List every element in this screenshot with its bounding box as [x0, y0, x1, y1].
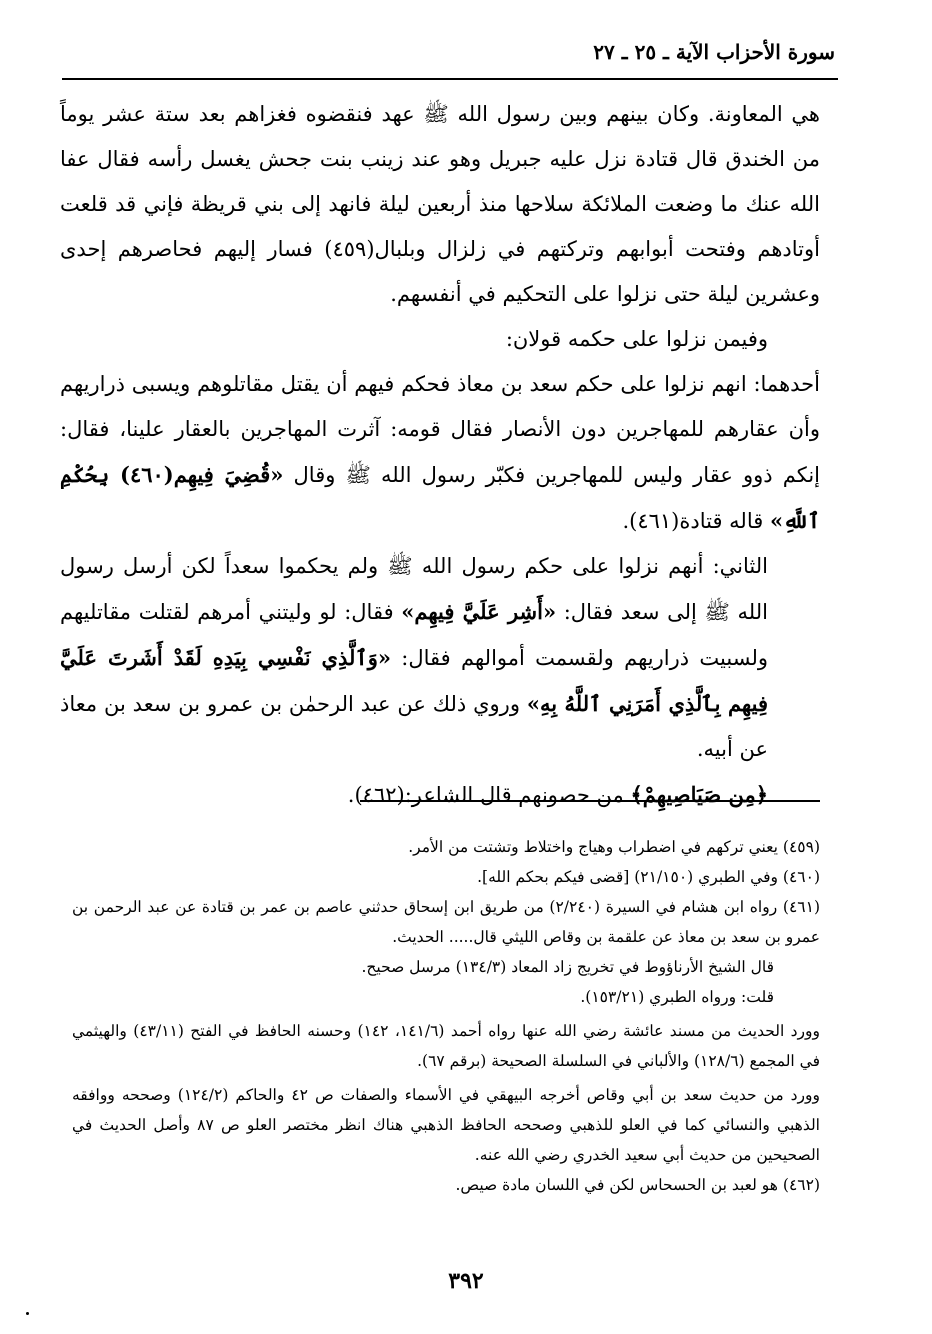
paragraph-text: فقال: لو وليتني أمرهم لقتلت مقاتليهم ولسبيت ذراريهم ولقسمت أموالهم فقال:: [60, 600, 768, 670]
footnote: (٤٦٢) هو لعبد بن الحسحاس لكن في اللسان مادة صيص.: [455, 1176, 820, 1194]
footnote-continuation: وورد الحديث من مسند عائشة رضي الله عنها رواه أحمد (١٤١/٦، ١٤٢) وحسنه الحافظ في الفتح (٤٣/١١) والهيثمي في المجمع (١٢٨/٦) والألباني في السلسلة الصحيحة (برقم ٦٧).: [72, 1022, 820, 1070]
paragraph-second-opinion: [60, 544, 820, 772]
footnote-continuation: قال الشيخ الأرناؤوط في تخريج زاد المعاد (١٣٤/٣) مرسل صحيح.: [361, 958, 774, 976]
paragraph-text: هي المعاونة. وكان بينهم وبين رسول الله ﷺ عهد فنقضوه فغزاهم بعد ستة عشر يوماً من الخندق قال قتادة نزل عليه جبريل وهو عند زينب بنت جحش يغسل رأسه فقال عفا الله عنك ما وضعت الملائكة سلاحها منذ أربعين ليلة فانهد إلى بني قريظة فإني قد قلعت أوتادهم وفتحت أبوابهم وتركتهم في زلزال وبلبال(٤٥٩) فسار إليهم فحاصرهم إحدى وعشرين ليلة حتى نزلوا على التحكيم في أنفسهم.: [60, 102, 820, 306]
header-rule: [62, 78, 838, 80]
footnote: (٤٦١) رواه ابن هشام في السيرة (٢/٢٤٠) من طريق ابن إسحاق حدثني عاصم بن عمر بن قتادة عن عبد الرحمن بن عمرو بن سعد بن معاذ عن علقمة بن وقاص الليثي قال..... الحديث.: [72, 898, 820, 946]
paragraph-verse-explanation: [60, 772, 820, 818]
paragraph-two-opinions: [60, 317, 820, 362]
scan-speck: [26, 1312, 29, 1315]
quoted-hadith: «وَٱلَّذِي نَفْسِي بِيَدِهِ لَقَدْ أَشَرتَ عَلَيَّ فِيهِم بِٱلَّذِي أَمَرَنِي ٱللَّهُ بِهِ»: [60, 645, 768, 716]
quoted-hadith: «أَشِر عَلَيَّ فِيهِم»: [401, 599, 557, 624]
paragraph-intro: [60, 92, 820, 317]
quran-quote: ﴿مِن صَيَاصِيهِمْ﴾: [630, 782, 768, 807]
paragraph-first-opinion: [60, 362, 820, 544]
paragraph-text: أحدهما: انهم نزلوا على حكم سعد بن معاذ فحكم فيهم أن يقتل مقاتلوهم ويسبى ذراريهم وأن عقارهم للمهاجرين دون الأنصار فقال قومه: آثرت المهاجرين بالعقار علينا، فقال: إنكم ذوو عقار وليس للمهاجرين فكبّر رسول الله ﷺ وقال: [60, 372, 821, 487]
paragraph-text: وروي ذلك عن عبد الرحمٰن بن عمرو بن سعد بن معاذ عن أبيه.: [60, 692, 768, 761]
footnote-continuation: وورد من حديث سعد بن أبي وقاص أخرجه البيهقي في الأسماء والصفات ص ٤٢ والحاكم (١٢٤/٢) وصححه ووافقه الذهبي والنسائي كما في العلو للذهبي وصححه الحافظ الذهبي هناك انظر مختصر العلو ص ٨٧ وأصل الحديث في الصحيحين من حديث أبي سعيد الخدري رضي الله عنه.: [72, 1086, 820, 1164]
paragraph-text: الثاني: أنهم نزلوا على حكم رسول الله ﷺ ولم يحكموا سعداً لكن أرسل رسول الله ﷺ إلى سعد فقال:: [60, 554, 768, 624]
paragraph-text: قاله قتادة(٤٦١).: [622, 509, 764, 533]
quoted-hadith: «قُضِيَ فِيهِم(٤٦٠) بِحُكْمِ ٱللَّهِ»: [60, 462, 820, 533]
footnote-continuation: قلت: ورواه الطبري (١٥٣/٢١).: [580, 988, 774, 1006]
paragraph-text: من حصونهم قال الشاعر:(٤٦٢).: [347, 783, 624, 807]
paragraph-text: وفيمن نزلوا على حكمه قولان:: [505, 327, 768, 351]
page-number: ٣٩٢: [448, 1268, 484, 1294]
footnote: (٤٦٠) وفي الطبري (٢١/١٥٠) [قضى فيكم بحكم الله].: [477, 868, 820, 886]
footnote-separator: [360, 800, 820, 802]
running-header: سورة الأحزاب الآية ـ ٢٥ ـ ٢٧: [593, 40, 835, 64]
footnote: (٤٥٩) يعني تركهم في اضطراب وهياج واختلاط وتشتت من الأمر.: [408, 838, 820, 856]
footnotes: [72, 832, 820, 1200]
main-text: [60, 92, 820, 818]
